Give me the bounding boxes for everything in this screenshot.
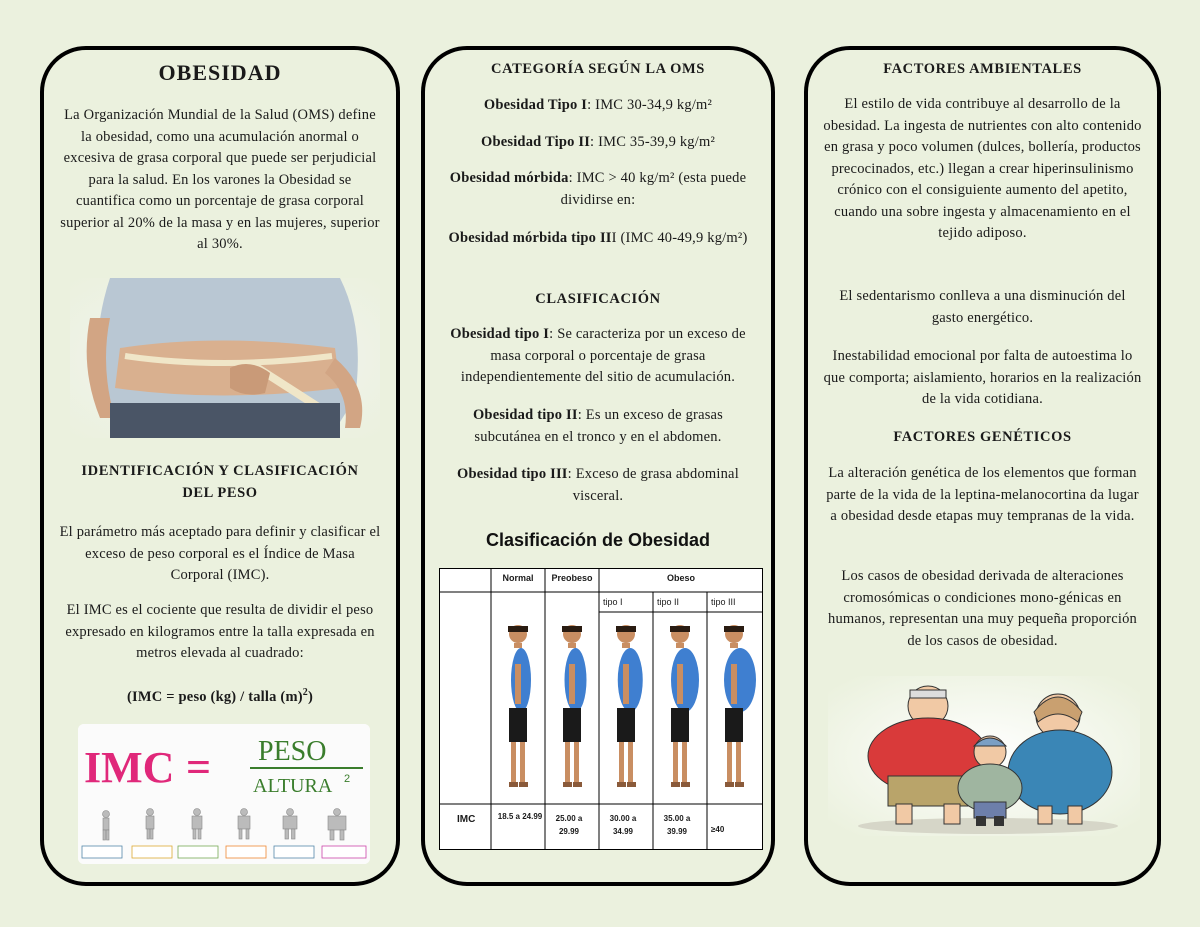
body-profile-figure [508,625,531,787]
parametro-paragraph: El parámetro más aceptado para definir y clasificar el exceso de peso corporal es el Índice de Masa Corporal (IMC). [59,524,381,583]
imc-logo-equals: = [186,743,212,792]
imc-value-preobeso: 25.00 a 29.99 [555,814,583,836]
imc-value-tipo-2: 35.00 a 39.99 [663,814,691,836]
geneticos-paragraph-1: La alteración genética de los elementos que forman parte de la vida de la leptina-melanocortina da lugar a obesidad desde etapas muy tempranas de la vida. [826,465,1139,524]
imc-definition-paragraph: El IMC es el cociente que resulta de dividir el peso expresado en kilogramos entre la talla expresada en metros elevada al cuadrado: [65,602,375,661]
panel-middle [421,46,775,886]
header-normal: Normal [502,573,534,583]
header-preobeso: Preobeso [551,573,593,583]
row-label-imc: IMC [457,814,476,825]
body-profile-figure [670,625,699,787]
section-heading-clasificacion: CLASIFICACIÓN [535,291,661,307]
imc-logo-altura: ALTURA [253,775,333,797]
body-profile-figure [616,625,643,787]
obesity-classification-table [439,568,763,850]
section-heading-geneticos: FACTORES GENÉTICOS [893,429,1072,445]
clasificacion-tipo-2: Obesidad tipo II: Es un exceso de grasas subcutánea en el tronco y en el abdomen. [472,407,724,445]
obese-family-illustration [828,676,1140,836]
body-profile-figure [724,625,756,787]
imc-logo-sup: 2 [344,773,351,785]
section-heading-oms: CATEGORÍA SEGÚN LA OMS [491,61,705,77]
imc-value-tipo-1: 30.00 a 34.99 [609,814,637,836]
panel-right [804,46,1161,886]
imc-value-normal: 18.5 a 24.99 [497,812,543,821]
subheader-tipo-3: tipo III [711,597,736,607]
page-title: OBESIDAD [158,60,282,85]
ambientales-paragraph-3: Inestabilidad emocional por falta de autoestima lo que comporta; aislamiento, horarios en la realización de la vida cotidiana. [823,348,1142,407]
imc-logo-peso: PESO [258,736,327,767]
header-obeso: Obeso [666,573,695,583]
ambientales-paragraph-1: El estilo de vida contribuye al desarrollo de la obesidad. La ingesta de nutrientes con alto contenido en grasa y poco volumen (dulces, bollería, productos precocinados, etc.) llegan a crear hiperinsulinismo crónico con el consiguiente aumento del apetito, cuando una sobre ingesta y almacenamiento en el tejido adiposo. [823,96,1142,241]
body-profile-figure [562,625,587,787]
oms-tipo-1: Obesidad Tipo I: IMC 30-34,9 kg/m² [483,97,713,113]
section-heading-ambientales: FACTORES AMBIENTALES [883,61,1082,77]
oms-tipo-2: Obesidad Tipo II: IMC 35-39,9 kg/m² [480,134,716,150]
oms-morbida: Obesidad mórbida: IMC > 40 kg/m² (esta puede dividirse en: [449,170,747,208]
imc-logo-text: IMC [84,743,175,792]
subheader-tipo-1: tipo I [603,597,623,607]
clasificacion-tipo-3: Obesidad tipo III: Exceso de grasa abdominal visceral. [457,466,739,504]
panel-left [40,46,400,886]
imc-formula: (IMC = peso (kg) / talla $(m)^2$) [127,687,313,705]
ambientales-paragraph-2: El sedentarismo conlleva a una disminución del gasto energético. [839,288,1126,326]
table-title: Clasificación de Obesidad [485,530,711,550]
oms-morbida-tipo-3: Obesidad mórbida tipo III (IMC 40-49,9 kg/m²) [448,230,748,246]
belly-measure-photo [70,278,380,438]
imc-value-tipo-3: ≥40 [711,825,725,834]
subheader-tipo-2: tipo II [657,597,680,607]
geneticos-paragraph-2: Los casos de obesidad derivada de alteraciones cromosómicas o condiciones mono-génicas en humanos, representan una muy pequeña proporción de los casos de obesidad. [828,568,1137,649]
clasificacion-tipo-1: Obesidad tipo I: Se caracteriza por un exceso de masa corporal o porcentaje de grasa independientemente del sitio de acumulación. [450,326,746,385]
section-heading-identificacion: IDENTIFICACIÓN Y CLASIFICACIÓN DEL PESO [81,463,359,501]
intro-paragraph: La Organización Mundial de la Salud (OMS) define la obesidad, como una acumulación anormal o excesiva de grasa corporal que puede ser perjudicial para la salud. En los varones la Obesidad se cuantifica como un porcentaje de grasa corporal superior al 20% de la masa y en las mujeres, superior al 30%. [60,107,380,252]
imc-formula-graphic [78,724,370,864]
